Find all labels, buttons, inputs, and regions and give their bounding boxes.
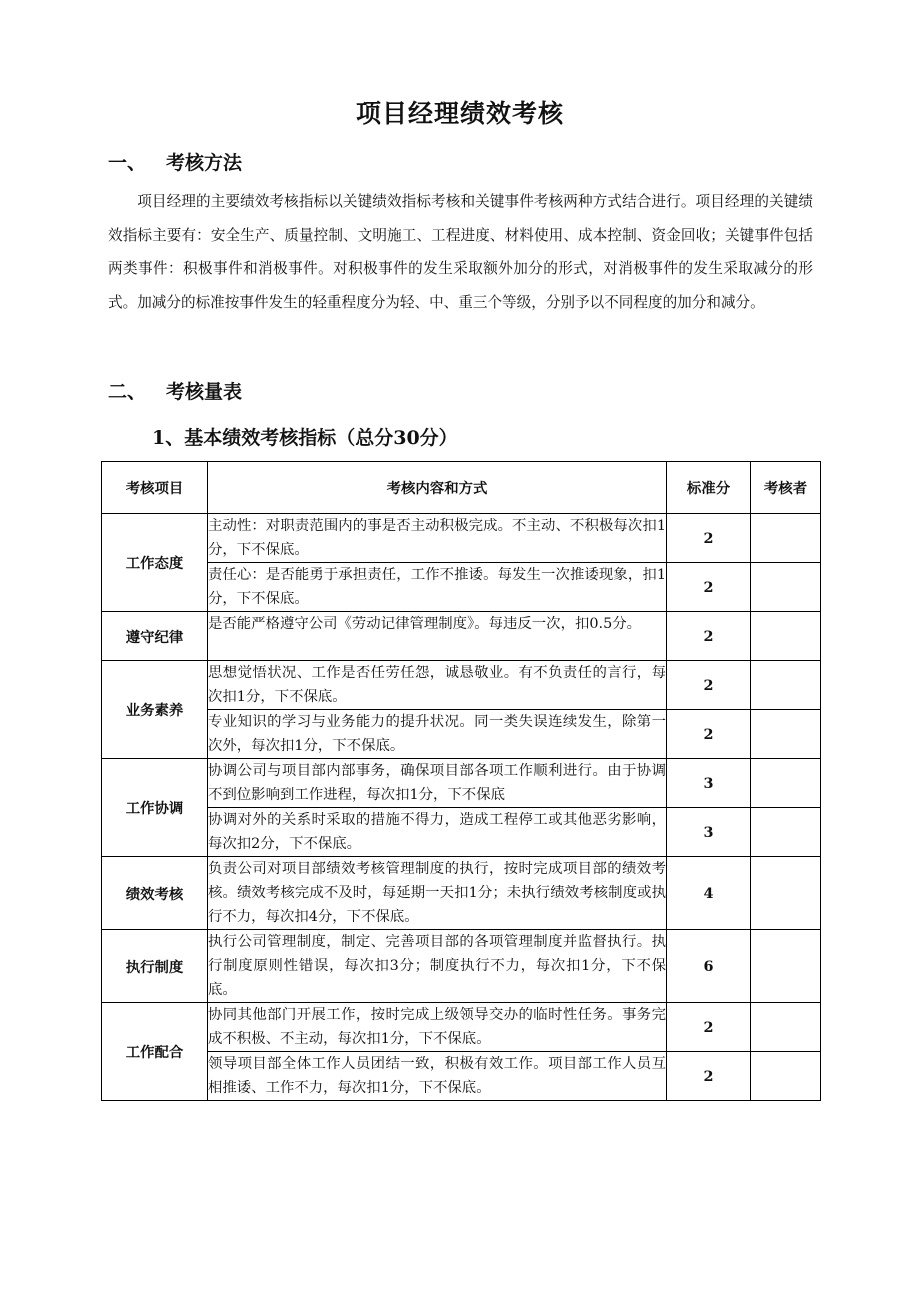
score-cell: 6	[667, 930, 751, 1003]
table-row	[102, 661, 821, 710]
score-cell: 2	[667, 1003, 751, 1052]
content-cell: 领导项目部全体工作人员团结一致，积极有效工作。项目部工作人员互相推诿、工作不力，每次扣1分，下不保底。	[208, 1052, 667, 1101]
header-assessor: 考核者	[751, 462, 821, 514]
content-cell: 责任心：是否能勇于承担责任，工作不推诿。每发生一次推诿现象，扣1分，下不保底。	[208, 563, 667, 612]
subsection-heading: 1、基本绩效考核指标（总分30分）	[152, 427, 458, 449]
content-cell: 协调对外的关系时采取的措施不得力，造成工程停工或其他恶劣影响，每次扣2分，下不保底。	[208, 808, 667, 857]
assessor-cell[interactable]	[751, 710, 821, 759]
assessor-cell[interactable]	[751, 808, 821, 857]
score-cell: 2	[667, 514, 751, 563]
score-cell: 4	[667, 857, 751, 930]
section-title: 考核量表	[166, 381, 243, 403]
method-paragraph: 项目经理的主要绩效考核指标以关键绩效指标考核和关键事件考核两种方式结合进行。项目经理的关键绩效指标主要有：安全生产、质量控制、文明施工、工程进度、材料使用、成本控制、资金回收；关键事件包括两类事件：积极事件和消极事件。对积极事件的发生采取额外加分的形式，对消极事件的发生采取减分的形式。加减分的标准按事件发生的轻重程度分为轻、中、重三个等级，分别予以不同程度的加分和减分。	[108, 193, 813, 311]
score-cell: 3	[667, 808, 751, 857]
table-row	[102, 710, 821, 759]
assessor-cell[interactable]	[751, 514, 821, 563]
content-cell: 专业知识的学习与业务能力的提升状况。同一类失误连续发生，除第一次外，每次扣1分，下不保底。	[208, 710, 667, 759]
section-number: 二、	[108, 381, 147, 403]
score-cell: 2	[667, 661, 751, 710]
score-cell: 2	[667, 1052, 751, 1101]
section-title: 考核方法	[166, 152, 243, 174]
table-row	[102, 514, 821, 563]
category-cell: 工作态度	[102, 514, 208, 612]
score-cell: 2	[667, 710, 751, 759]
content-cell: 负责公司对项目部绩效考核管理制度的执行，按时完成项目部的绩效考核。绩效考核完成不及时，每延期一天扣1分；未执行绩效考核制度或执行不力，每次扣4分，下不保底。	[208, 857, 667, 930]
score-cell: 2	[667, 563, 751, 612]
content-cell: 执行公司管理制度，制定、完善项目部的各项管理制度并监督执行。执行制度原则性错误，每次扣3分；制度执行不力，每次扣1分，下不保底。	[208, 930, 667, 1003]
kpi-table	[101, 461, 821, 1101]
header-score: 标准分	[667, 462, 751, 514]
category-cell: 绩效考核	[102, 857, 208, 930]
table-row	[102, 1003, 821, 1052]
content-cell: 主动性：对职责范围内的事是否主动积极完成。不主动、不积极每次扣1分，下不保底。	[208, 514, 667, 563]
assessor-cell[interactable]	[751, 1003, 821, 1052]
table-row	[102, 857, 821, 930]
category-cell: 工作协调	[102, 759, 208, 857]
table-row	[102, 1052, 821, 1101]
table-row	[102, 759, 821, 808]
assessor-cell[interactable]	[751, 857, 821, 930]
content-cell: 思想觉悟状况、工作是否任劳任怨，诚恳敬业。有不负责任的言行，每次扣1分，下不保底。	[208, 661, 667, 710]
page-title: 项目经理绩效考核	[355, 99, 564, 128]
table-row	[102, 563, 821, 612]
table-row	[102, 808, 821, 857]
section-number: 一、	[108, 152, 147, 174]
content-cell: 是否能严格遵守公司《劳动记律管理制度》。每违反一次，扣0.5分。	[208, 612, 667, 661]
table-row	[102, 930, 821, 1003]
score-cell: 3	[667, 759, 751, 808]
section-heading-scale	[108, 377, 242, 404]
assessor-cell[interactable]	[751, 759, 821, 808]
assessor-cell[interactable]	[751, 612, 821, 661]
assessor-cell[interactable]	[751, 563, 821, 612]
table-row	[102, 612, 821, 661]
category-cell: 工作配合	[102, 1003, 208, 1101]
header-item: 考核项目	[102, 462, 208, 514]
content-cell: 协调公司与项目部内部事务，确保项目部各项工作顺利进行。由于协调不到位影响到工作进程，每次扣1分，下不保底	[208, 759, 667, 808]
content-cell: 协同其他部门开展工作，按时完成上级领导交办的临时性任务。事务完成不积极、不主动，每次扣1分，下不保底。	[208, 1003, 667, 1052]
table-header-row	[102, 462, 821, 514]
assessor-cell[interactable]	[751, 930, 821, 1003]
assessor-cell[interactable]	[751, 661, 821, 710]
category-cell: 遵守纪律	[102, 612, 208, 661]
section-heading-method	[108, 148, 242, 175]
category-cell: 执行制度	[102, 930, 208, 1003]
score-cell: 2	[667, 612, 751, 661]
assessor-cell[interactable]	[751, 1052, 821, 1101]
category-cell: 业务素养	[102, 661, 208, 759]
header-content: 考核内容和方式	[208, 462, 667, 514]
